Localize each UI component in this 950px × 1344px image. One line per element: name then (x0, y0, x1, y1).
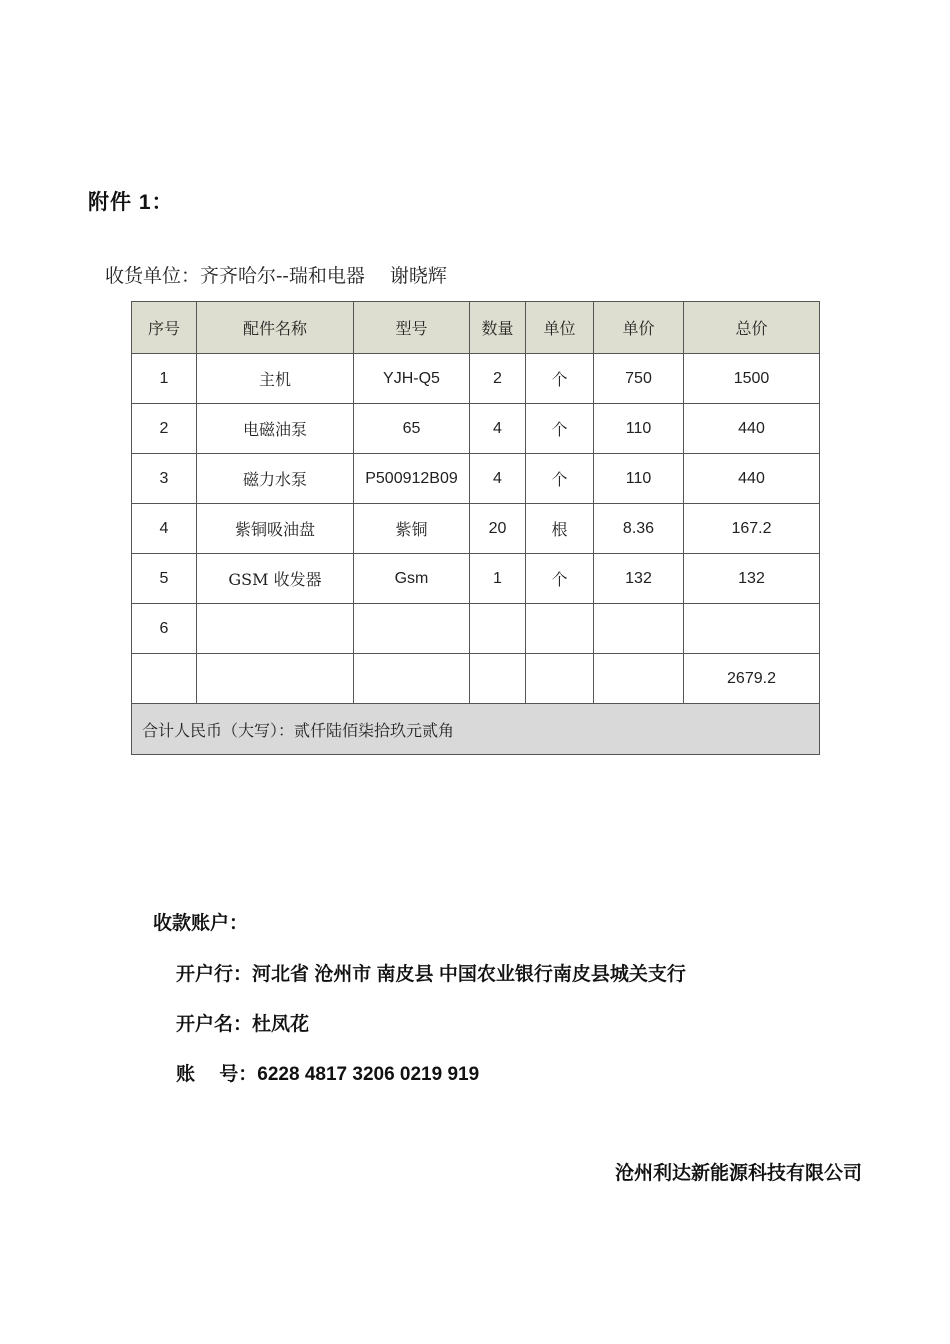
cell-total-price: 132 (684, 554, 820, 604)
cell-model: 紫铜 (354, 504, 470, 554)
cell-unit: 根 (526, 504, 594, 554)
cell-total-price: 440 (684, 404, 820, 454)
cell-quantity: 1 (470, 554, 526, 604)
header-unit: 单位 (526, 302, 594, 354)
cell-quantity: 2 (470, 354, 526, 404)
account-name: 开户名：杜凤花 (176, 1014, 310, 1035)
cell-unit-price: 110 (594, 404, 684, 454)
cell-unit-price: 110 (594, 454, 684, 504)
header-part-name: 配件名称 (197, 302, 354, 354)
cell-index: 5 (132, 554, 197, 604)
cell-unit (526, 654, 594, 704)
subtotal-row (132, 654, 820, 704)
cell-index: 6 (132, 604, 197, 654)
header-total-price: 总价 (684, 302, 820, 354)
cell-total-price: 1500 (684, 354, 820, 404)
cell-model: Gsm (354, 554, 470, 604)
cell-quantity: 20 (470, 504, 526, 554)
cell-unit (526, 604, 594, 654)
cell-index (132, 654, 197, 704)
cell-part-name: GSM 收发器 (197, 554, 354, 604)
table-header-row (132, 302, 820, 354)
cell-total-price: 440 (684, 454, 820, 504)
recipient-line: 收货单位：齐齐哈尔--瑞和电器 谢晓辉 (105, 265, 447, 287)
account-title: 收款账户： (153, 913, 249, 934)
cell-unit-price: 8.36 (594, 504, 684, 554)
cell-unit: 个 (526, 454, 594, 504)
cell-unit: 个 (526, 404, 594, 454)
header-unit-price: 单价 (594, 302, 684, 354)
cell-part-name (197, 604, 354, 654)
cell-unit-price: 132 (594, 554, 684, 604)
cell-model: YJH-Q5 (354, 354, 470, 404)
cell-total-price (684, 604, 820, 654)
account-bank: 开户行：河北省 沧州市 南皮县 中国农业银行南皮县城关支行 (176, 964, 686, 985)
cell-index: 3 (132, 454, 197, 504)
cell-total-price: 167.2 (684, 504, 820, 554)
cell-part-name (197, 654, 354, 704)
cell-model (354, 604, 470, 654)
header-model: 型号 (354, 302, 470, 354)
cell-grand-total: 2679.2 (684, 654, 820, 704)
cell-index: 1 (132, 354, 197, 404)
cell-unit: 个 (526, 554, 594, 604)
cell-quantity: 4 (470, 454, 526, 504)
table-row (132, 604, 820, 654)
cell-part-name: 电磁油泵 (197, 404, 354, 454)
cell-unit-price (594, 654, 684, 704)
total-in-words: 合计人民币（大写）：贰仟陆佰柒拾玖元贰角 (132, 704, 820, 755)
cell-unit-price: 750 (594, 354, 684, 404)
cell-index: 2 (132, 404, 197, 454)
header-index: 序号 (132, 302, 197, 354)
account-number: 账 号：6228 4817 3206 0219 919 (176, 1064, 480, 1085)
attachment-heading: 附件 1： (88, 191, 174, 214)
table-row (132, 404, 820, 454)
table-row (132, 354, 820, 404)
cell-quantity (470, 654, 526, 704)
header-quantity: 数量 (470, 302, 526, 354)
cell-unit-price (594, 604, 684, 654)
cell-unit: 个 (526, 354, 594, 404)
table-row (132, 554, 820, 604)
cell-model: 65 (354, 404, 470, 454)
company-name: 沧州利达新能源科技有限公司 (614, 1163, 862, 1184)
cell-part-name: 紫铜吸油盘 (197, 504, 354, 554)
cell-quantity: 4 (470, 404, 526, 454)
cell-quantity (470, 604, 526, 654)
total-in-words-row (132, 704, 820, 755)
parts-table (131, 301, 820, 755)
table-row (132, 454, 820, 504)
table-row (132, 504, 820, 554)
cell-model (354, 654, 470, 704)
cell-model: P500912B09 (354, 454, 470, 504)
cell-part-name: 磁力水泵 (197, 454, 354, 504)
cell-index: 4 (132, 504, 197, 554)
cell-part-name: 主机 (197, 354, 354, 404)
